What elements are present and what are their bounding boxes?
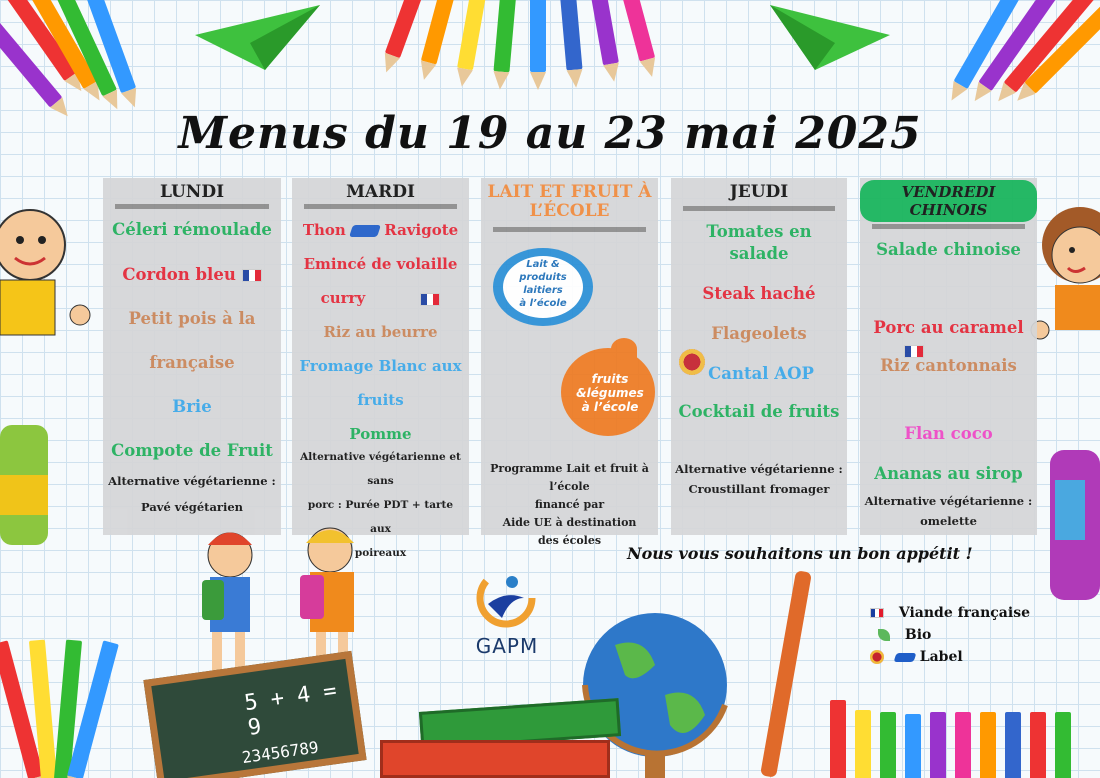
boy-character-icon [0, 200, 95, 340]
dish-main: Porc au caramel [873, 318, 1024, 337]
dish-side: Flageolets [711, 324, 807, 343]
legend-bio-label: Bio [904, 627, 932, 643]
dish-main-label: Emincé de volaille [303, 255, 458, 273]
dish-cheese-label: Cantal AOP [708, 364, 814, 383]
dish-side-line1: Petit pois à la [128, 309, 256, 328]
divider [872, 224, 1025, 229]
books-stack [380, 705, 630, 778]
veg-alternative-label: Alternative végétarienne : [864, 494, 1033, 508]
veg-alternative-line1: Alternative végétarienne et sans [300, 451, 461, 487]
dish-dessert2: Ananas au sirop [874, 464, 1023, 483]
column-mardi [292, 178, 469, 559]
column-lundi [103, 178, 281, 535]
fruit-program-logo [561, 338, 657, 438]
legend-item-label [870, 646, 1030, 668]
dish-starter: Céleri rémoulade [112, 220, 272, 239]
day-heading: MARDI [346, 182, 415, 202]
dish-dessert-line2: fruits [357, 391, 404, 409]
chalkboard [143, 651, 366, 778]
milk-logo-text: produits [519, 272, 567, 283]
chalkboard-equation: 5 + 4 = 9 [242, 678, 339, 741]
veg-alternative-dish: omelette [920, 514, 977, 528]
backpack-right-icon [1045, 440, 1100, 610]
label-icon [349, 225, 381, 237]
dish-main-label: Cordon bleu [122, 265, 236, 284]
dish-main-line2 [292, 287, 469, 309]
legend-french-label: Viande française [898, 605, 1030, 621]
dish-side-line2: française [149, 353, 235, 372]
dish-starter: Tomates en salade [706, 222, 812, 263]
dish-dessert: Cocktail de fruits [678, 402, 840, 421]
backpack-left-icon [0, 415, 50, 555]
legend-item-french [870, 602, 1030, 624]
divider [493, 227, 646, 232]
french-flag-icon [420, 293, 440, 306]
fruit-logo-text: fruits [591, 372, 629, 386]
dish-side: Riz cantonnais [880, 356, 1017, 375]
day-heading: VENDREDI CHINOIS [860, 180, 1037, 222]
day-heading-line2: L’ÉCOLE [529, 201, 610, 221]
veg-alternative-dish: Croustillant fromager [688, 482, 830, 496]
milk-logo-text: Lait & [526, 259, 560, 270]
dish-starter-part1: Thon [302, 221, 346, 239]
fruit-logo-text: à l’école [581, 400, 639, 414]
veg-alternative-line3: poireaux [354, 547, 407, 559]
program-text: Aide UE à destination [502, 516, 637, 529]
french-flag-icon [242, 269, 262, 282]
aop-label-icon [679, 349, 705, 375]
day-heading: LUNDI [159, 182, 225, 202]
day-heading [481, 183, 658, 221]
veg-alternative-label: Alternative végétarienne : [675, 462, 843, 476]
dish-main: Steak haché [702, 284, 816, 303]
veg-alternative-label: Alternative végétarienne : [108, 474, 276, 488]
chalkboard-numbers: 23456789 [240, 737, 320, 768]
dish-side: Riz au beurre [323, 323, 438, 341]
dish-main [103, 264, 281, 286]
divider [115, 204, 269, 209]
milk-program-logo [493, 248, 593, 326]
paper-plane-icon [770, 5, 890, 75]
day-heading-line1: LAIT ET FRUIT À [487, 182, 652, 202]
program-text: des écoles [537, 534, 602, 547]
leaf-icon [878, 629, 890, 641]
legend-label-label: Label [919, 649, 963, 665]
dish-starter: Salade chinoise [876, 240, 1021, 259]
dish-dessert: Compote de Fruit [111, 441, 273, 460]
gapm-emblem-icon [466, 568, 548, 630]
column-vendredi [860, 178, 1037, 535]
dish-starter [292, 219, 469, 241]
girl-character-icon [1030, 200, 1100, 350]
milk-logo-text: à l’école [519, 298, 567, 309]
legend [870, 602, 1030, 668]
dish-starter-part2: Ravigote [384, 221, 459, 239]
dish-cheese: Brie [172, 397, 212, 416]
veg-alternative-dish: Pavé végétarien [140, 500, 244, 514]
dish-dessert-line1: Fromage Blanc aux [299, 357, 462, 375]
label-icon [893, 653, 916, 662]
page-title: Menus du 19 au 23 mai 2025 [178, 108, 922, 159]
dish-main-label2: curry [320, 289, 366, 307]
aop-label-icon [870, 650, 884, 664]
flag-row [860, 341, 1037, 355]
gapm-logo [466, 568, 548, 660]
program-description [471, 460, 668, 550]
french-flag-icon [870, 608, 884, 618]
program-text: Programme Lait et fruit à l’école [490, 462, 649, 493]
column-mercredi [481, 178, 658, 547]
column-jeudi [671, 178, 847, 535]
divider [683, 206, 835, 211]
divider [304, 204, 457, 209]
dish-main-line1 [292, 253, 469, 275]
legend-item-bio [870, 624, 1030, 646]
dish-cheese [671, 363, 847, 385]
paper-plane-icon [195, 5, 325, 75]
paint-brush [760, 570, 812, 778]
gapm-brand-text: GAPM [475, 634, 539, 658]
fruit-logo-text: &légumes [576, 386, 644, 400]
dish-dessert1: Flan coco [904, 424, 993, 443]
program-text: financé par [534, 498, 605, 511]
bon-appetit-message: Nous vous souhaitons un bon appétit ! [627, 544, 973, 563]
veg-alternative-line2: porc : Purée PDT + tarte aux [307, 499, 454, 535]
day-heading: JEUDI [729, 182, 789, 202]
milk-logo-text: laitiers [523, 285, 563, 296]
dish-fruit: Pomme [349, 425, 412, 443]
